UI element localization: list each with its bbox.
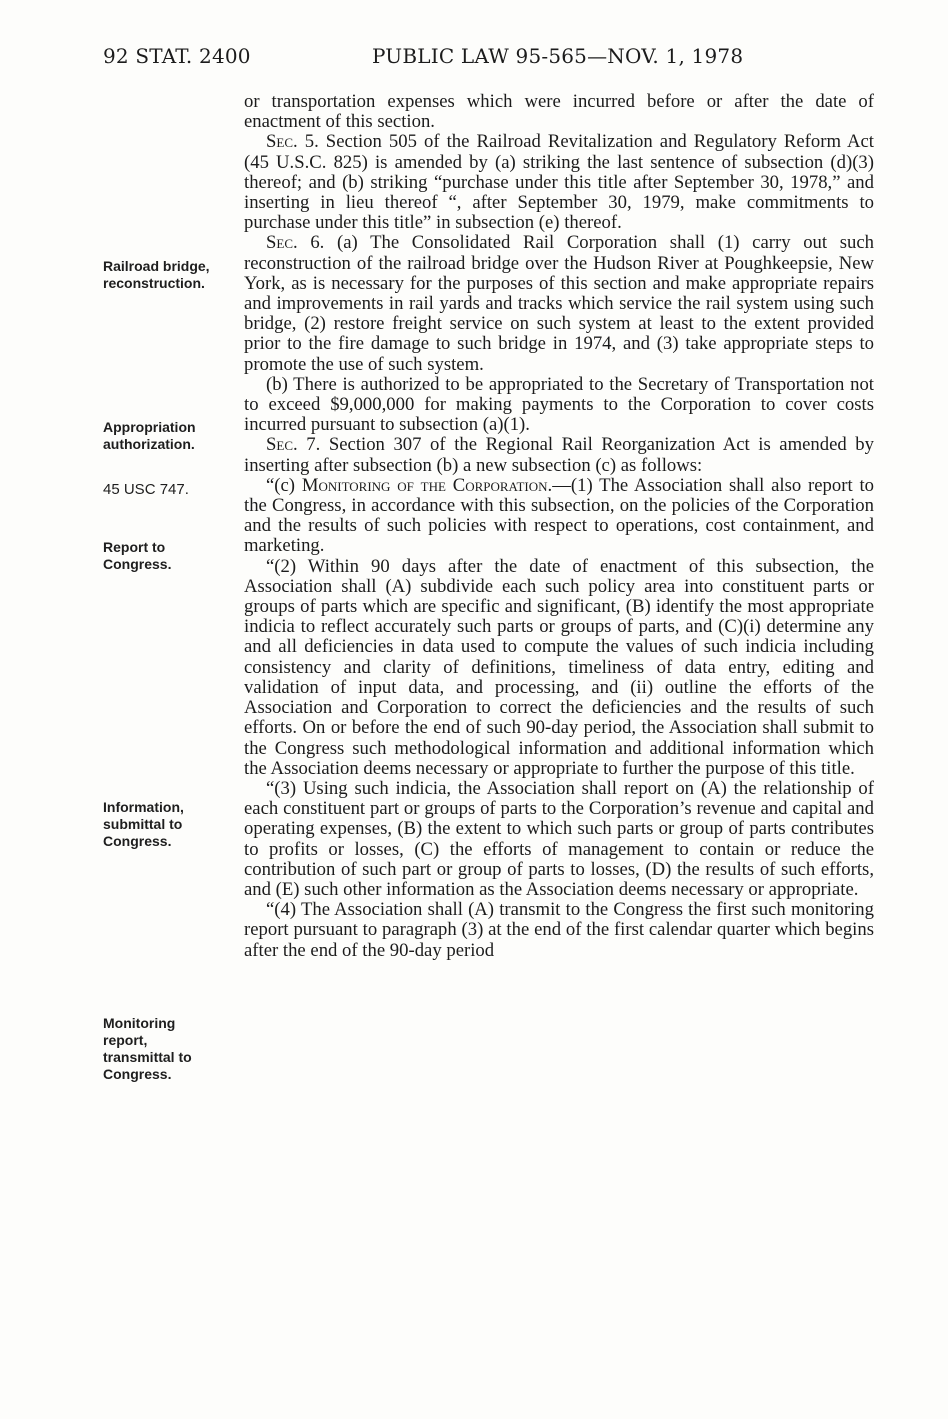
paragraph-sec-7-c-2: “(2) Within 90 days after the date of enactment of this subsection, the Association shall (A) subdivide each such policy area into constituent parts or groups of parts which are specific and significant, (B) identify the most appropriate indicia to reflect accurately such parts or groups of parts, and (C)(i) determine any and all deficiencies in data used to compute the values of such indicia including consistency and clarity of definitions, timeliness of data entry, editing and validation of input data, and processing, and (ii) outline the efforts of the Association and Corporation to correct the deficiencies and the results of such efforts. On or before the end of such 90-day period, the Association shall submit to the Congress such methodological information and additional information which the Association deems necessary or appropriate to further the purpose of this title. <box>244 555 874 779</box>
margin-note-information-submittal: Information, submittal to Congress. <box>103 799 184 849</box>
section-label: Sec. 7. <box>266 434 321 456</box>
margin-note-report-to-congress: Report to Congress. <box>103 539 172 572</box>
margin-note-usc-citation: 45 USC 747. <box>103 481 189 498</box>
margin-note-railroad-bridge: Railroad bridge, reconstruction. <box>103 258 210 291</box>
paragraph-sec-7-c-4: “(4) The Association shall (A) transmit to the Congress the first such monitoring report pursuant to paragraph (3) at the end of the first calendar quarter which begins after the end of the 90-day period <box>244 899 874 961</box>
section-text: Section 307 of the Regional Rail Reorganization Act is amended by inserting after subsection (b) a new subsection (c) as follows: <box>244 434 874 476</box>
paragraph-sec-7 <box>244 435 874 475</box>
paragraph-continuation: or transportation expenses which were incurred before or after the date of enactment of this section. <box>244 91 874 133</box>
section-text: (a) The Consolidated Rail Corporation shall (1) carry out such reconstruction of the railroad bridge over the Hudson River at Poughkeepsie, New York, as is necessary for the purposes of this section and make appropriate repairs and improvements in rail yards and tracks which service the rail system using such bridge, (2) restore freight service on such system at least to the extent provided prior to the fire damage to such bridge in 1974, and (3) take appropriate steps to promote the use of such system. <box>244 232 875 375</box>
margin-note-appropriation: Appropriation authorization. <box>103 419 196 452</box>
section-label: Sec. 6. <box>266 232 325 254</box>
public-law-title: PUBLIC LAW 95-565—NOV. 1, 1978 <box>372 44 744 68</box>
subsection-heading: Monitoring of the Corporation. <box>301 474 553 496</box>
paragraph-sec-6-b: (b) There is authorized to be appropriated to the Secretary of Transportation not to exceed $9,000,000 for making payments to the Corporation to cover costs incurred pursuant to subsection (a)(1). <box>244 373 874 436</box>
paragraph-sec-5 <box>244 132 874 233</box>
paragraph-sec-6 <box>244 233 874 374</box>
paragraph-sec-7-c-1 <box>244 476 874 557</box>
section-label: Sec. 5. <box>266 131 319 153</box>
statute-page-number: 92 STAT. 2400 <box>103 44 251 68</box>
paragraph-sec-7-c-3: “(3) Using such indicia, the Association shall report on (A) the relationship of each constituent part or groups of parts to the Corporation’s revenue and capital and operating expenses, (B) the extent to which such parts or group of parts contributes to profits or losses, (C) the efforts of management to contain or reduce the contribution of such part or group of parts to losses, (D) the results of such efforts, and (E) such other information as the Association deems necessary or appropriate. <box>244 777 874 900</box>
running-header <box>0 44 948 74</box>
statute-body-text <box>244 92 874 961</box>
section-text: Section 505 of the Railroad Revitalization and Regulatory Reform Act (45 U.S.C. 825) is amended by (a) striking the last sentence of subsection (d)(3) thereof; and (b) striking “purchase under this title after September 30, 1978,” and inserting in lieu thereof “, after September 30, 1979, make commitments to purchase under this title” in subsection (e) thereof. <box>244 131 874 234</box>
subsection-text: —(1) The Association shall also report to the Congress, in accordance with this subsection, on the policies of the Corporation and the results of such policies with respect to operations, cost containment, and marketing. <box>244 474 874 557</box>
margin-note-monitoring-report: Monitoring report, transmittal to Congress. <box>103 1015 192 1082</box>
subsection-lead: “(c) <box>266 474 302 496</box>
